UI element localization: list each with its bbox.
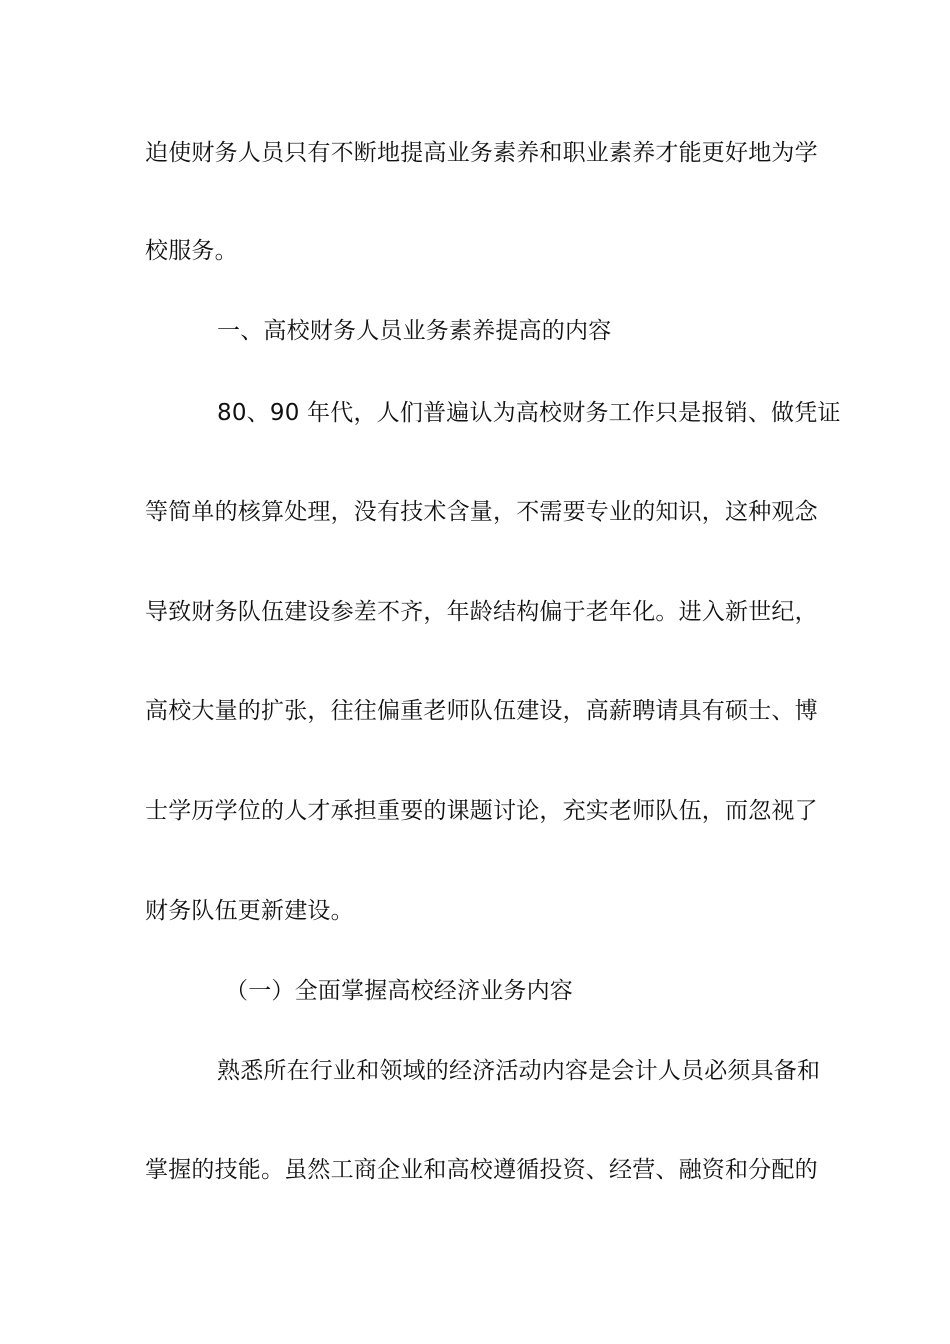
paragraph-line: 迫使财务人员只有不断地提高业务素养和职业素养才能更好地为学 (145, 140, 818, 166)
section-heading: 一、高校财务人员业务素养提高的内容 (217, 318, 612, 344)
paragraph-line: 财务队伍更新建设。 (145, 898, 354, 924)
paragraph-line: 熟悉所在行业和领域的经济活动内容是会计人员必须具备和 (217, 1058, 821, 1084)
paragraph-line: 士学历学位的人才承担重要的课题讨论，充实老师队伍，而忽视了 (145, 798, 818, 824)
paragraph-line: 校服务。 (145, 238, 238, 264)
paragraph-line: 掌握的技能。虽然工商企业和高校遵循投资、经营、融资和分配的 (145, 1157, 818, 1183)
paragraph-line: 等简单的核算处理，没有技术含量，不需要专业的知识，这种观念 (145, 499, 818, 525)
paragraph-line: 导致财务队伍建设参差不齐，年龄结构偏于老年化。进入新世纪， (145, 599, 818, 625)
paragraph-line: 高校大量的扩张，往往偏重老师队伍建设，高薪聘请具有硕士、博 (145, 698, 818, 724)
subsection-heading: （一）全面掌握高校经济业务内容 (225, 978, 573, 1004)
paragraph-line: 80、90 年代，人们普遍认为高校财务工作只是报销、做凭证 (217, 400, 841, 426)
